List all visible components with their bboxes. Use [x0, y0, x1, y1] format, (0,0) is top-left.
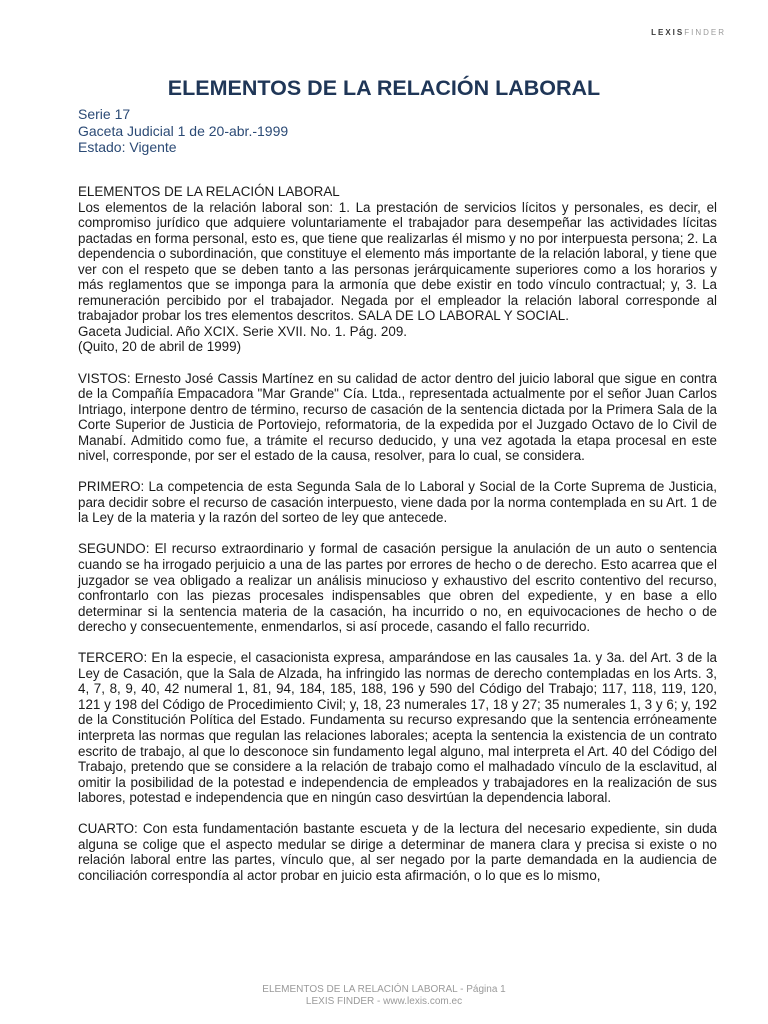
footer-site-label: LEXIS FINDER - www.lexis.com.ec — [305, 996, 463, 1007]
citation-date: (Quito, 20 de abril de 1999) — [78, 339, 242, 355]
brand-logo — [651, 28, 726, 37]
document-metadata — [78, 106, 288, 156]
citation-line: Gaceta Judicial. Año XCIX. Serie XVII. No. 1. Pág. 209. — [78, 323, 407, 339]
footer-page-label: ELEMENTOS DE LA RELACIÓN LABORAL - Página 1 — [262, 984, 506, 995]
brand-logo-part2: FINDER — [684, 28, 726, 37]
estado-label: Estado: Vigente — [78, 139, 177, 155]
segundo-paragraph: SEGUNDO: El recurso extraordinario y formal de casación persigue la anulación de un auto o sentencia cuando se ha irrogado perjuicio a una de las partes por errores de hecho o de derecho. Esto acarrea que el juzgador se vea obligado a realizar un análisis minucioso y exhaustivo del escrito contentivo del recurso, confrontarlo con las piezas procesales indispensables que obren del expediente, y en base a ello determinar si la sentencia materia de la casación, ha incurrido o no, en equivocaciones de hecho o de derecho y consecuentemente, enmendarlos, si así procede, casando el fallo recurrido. — [78, 541, 717, 635]
vistos-paragraph: VISTOS: Ernesto José Cassis Martínez en su calidad de actor dentro del juicio laboral que sigue en contra de la Compañía Empacadora "Mar Grande" Cía. Ltda., representada actualmente por el señor Juan Carlos Intriago, interpone dentro de término, recurso de casación de la sentencia dictada por la Primera Sala de la Corte Superior de Justicia de Portoviejo, reformatoria, de la expedida por el Juzgado Octavo de lo Civil de Manabí. Admitido como fue, a trámite el recurso deducido, y una vez agotada la etapa procesal en este nivel, corresponde, por ser el estado de la causa, resolver, para lo cual, se considera. — [78, 370, 717, 464]
primero-paragraph: PRIMERO: La competencia de esta Segunda Sala de lo Laboral y Social de la Corte Suprema de Justicia, para decidir sobre el recurso de casación interpuesto, viene dada por la norma contemplada en su Art. 1 de la Ley de la materia y la razón del sorteo de ley que antecede. — [78, 479, 717, 526]
document-body — [78, 184, 717, 899]
summary-block — [78, 184, 717, 355]
document-title: ELEMENTOS DE LA RELACIÓN LABORAL — [167, 76, 601, 100]
gaceta-label: Gaceta Judicial 1 de 20-abr.-1999 — [78, 122, 289, 139]
brand-logo-part1: LEXIS — [651, 28, 685, 37]
tercero-paragraph: TERCERO: En la especie, el casacionista expresa, amparándose en las causales 1a. y 3a. del Art. 3 de la Ley de Casación, que la Sala de Alzada, ha infringido las normas de derecho contempladas en los Arts. 3, 4, 7, 8, 9, 40, 42 numeral 1, 81, 94, 184, 185, 188, 196 y 590 del Código del Trabajo; 117, 118, 119, 120, 121 y 198 del Código de Procedimiento Civil; y, 18, 23 numerales 17, 18 y 27; 35 numerales 1, 3 y 6; y, 192 de la Constitución Política del Estado. Fundamenta su recurso expresando que la sentencia erróneamente interpreta las normas que regulan las relaciones laborales; acepta la sentencia la existencia de un contrato escrito de trabajo, al que lo desconoce sin fundamento legal alguno, mal interpreta el Art. 40 del Código del Trabajo, pretendo que se considere a la relación de trabajo como el malhadado vínculo de la esclavitud, al omitir la posibilidad de la potestad e independencia de empleados y trabajadores en la realización de sus labores, potestad e independencia que en ningún caso desvirtúan la dependencia laboral. — [78, 650, 717, 806]
serie-label: Serie 17 — [78, 106, 131, 122]
summary-paragraph: Los elementos de la relación laboral son: 1. La prestación de servicios lícitos y personales, es decir, el compromiso jurídico que adquiere voluntariamente el trabajador para desempeñar las actividades lícitas pactadas en forma personal, esto es, que tiene que realizarlas él mismo y no por interpuesta persona; 2. La dependencia o subordinación, que constituye el elemento más importante de la relación laboral, y tiene que ver con el respeto que se deben tanto a las personas jerárquicamente superiores como a los horarios y más reglamentos que se imponga para la armonía que debe existir en todo vínculo contractual; y, 3. La remuneración percibido por el trabajador. Negada por el empleador la relación laboral corresponde al trabajador probar los tres elementos descritos. SALA DE LO LABORAL Y SOCIAL. — [78, 199, 717, 324]
page-footer — [0, 984, 768, 1008]
cuarto-paragraph: CUARTO: Con esta fundamentación bastante escueta y de la lectura del necesario expediente, sin duda alguna se colige que el aspecto medular se dirige a determinar de manera clara y precisa si existe o no relación laboral entre las partes, vínculo que, al ser negado por la parte demandada en la audiencia de conciliación correspondía al actor probar en juicio esta afirmación, o lo que es lo mismo, — [78, 821, 717, 883]
summary-heading: ELEMENTOS DE LA RELACIÓN LABORAL — [78, 184, 340, 199]
